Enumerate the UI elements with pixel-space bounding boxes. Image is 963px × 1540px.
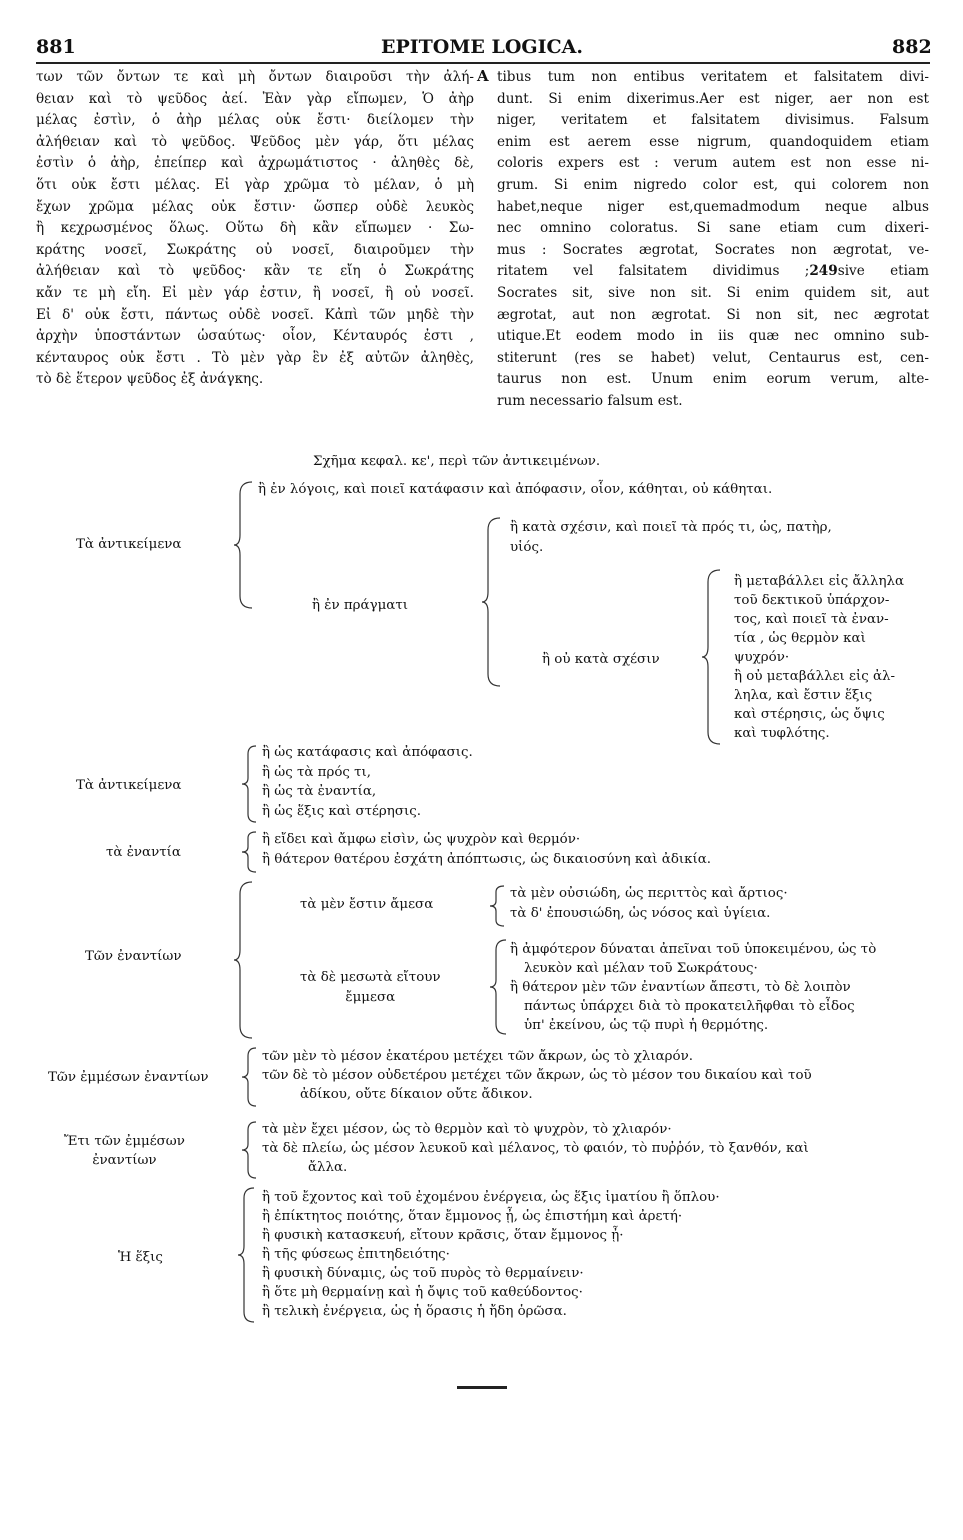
latin-segment: sive etiam <box>837 263 929 280</box>
brace-icon <box>700 568 724 746</box>
block3-items <box>262 830 711 870</box>
latin-line: stiterunt (res se habet) velut, Centaurus est, cen- <box>497 349 929 366</box>
block4-mesota <box>300 968 441 1008</box>
brace-icon <box>232 480 258 610</box>
schema-line: ἢ μεταβάλλει εἰς ἄλληλα <box>734 574 905 589</box>
block7-label: Ἡ ἕξις <box>118 1250 163 1265</box>
schema-line: τῶν μὲν τὸ μέσον ἑκατέρου μετέχει τῶν ἄκρων, ὡς τὸ χλιαρόν. <box>262 1049 693 1064</box>
brace-icon <box>488 938 510 1036</box>
schema-line: ἢ εἴδει καὶ ἄμφω εἰσὶν, ὡς ψυχρὸν καὶ θερμόν· <box>262 832 581 847</box>
block5-items <box>262 1047 812 1104</box>
greek-line: κράτης νοσεῖ, Σωκράτης οὐ νοσεῖ, διαιροῦμεν τὴν <box>36 241 474 258</box>
block1-label: Τὰ ἀντικείμενα <box>76 537 182 552</box>
schema-line: τοῦ δεκτικοῦ ὑπάρχον- <box>734 593 890 608</box>
block1-logois: ἢ ἐν λόγοις, καὶ ποιεῖ κατάφασιν καὶ ἀπόφασιν, οἷον, κάθηται, οὐ κάθηται. <box>258 482 773 497</box>
schema-line: ἢ φυσικὴ δύναμις, ὡς τοῦ πυρὸς τὸ θερμαίνειν· <box>262 1266 584 1281</box>
schema-line: ἢ ὅτε μὴ θερμαίνῃ καὶ ἡ ὄψις τοῦ καθεύδοντος· <box>262 1285 583 1300</box>
block4-mesota-items <box>510 940 876 1035</box>
block1-schesis <box>510 518 832 558</box>
schema-line: τὰ δὲ πλείω, ὡς μέσον λευκοῦ καὶ μέλανος, τὸ φαιόν, τὸ πυῤῥόν, τὸ ξανθόν, καὶ <box>262 1141 809 1156</box>
schema-line: ἢ τῆς φύσεως ἐπιτηδειότης· <box>262 1247 450 1262</box>
latin-line: habet,neque niger est,quemadmodum neque albus <box>497 198 929 215</box>
page-number-right: 882 <box>892 36 932 58</box>
block1-metaballei <box>734 572 904 743</box>
greek-line: ἔχων χρῶμα μέλας οὐκ ἔστιν· ὥσπερ οὐδὲ λευκὸς <box>36 198 474 215</box>
latin-line: dunt. Si enim dixerimus.Aer est niger, aer non est <box>497 90 929 107</box>
schema-line: ἢ ἀμφότερον δύναται ἀπεῖναι τοῦ ὑποκειμένου, ὡς τὸ <box>510 942 877 957</box>
schema-line: τία , ὡς θερμὸν καὶ <box>734 631 866 646</box>
schema-line: καὶ τυφλότης. <box>734 726 830 741</box>
greek-line: Εἰ δ' οὐκ ἔστι, πάντως οὐδὲ νοσεῖ. Κἀπὶ τῶν μηδὲ τὴν <box>36 306 474 323</box>
schema-line: τὰ δ' ἐπουσιώδη, ὡς νόσος καὶ ὑγίεια. <box>510 906 771 921</box>
brace-icon <box>240 1120 260 1180</box>
latin-line: Socrates sit, sive non sit. Si enim quidem sit, aut <box>497 284 929 301</box>
latin-line: nec omnino coloratus. Si sane etiam cum dixeri- <box>497 220 929 237</box>
running-title: EPITOME LOGICA. <box>381 36 583 58</box>
schema-line: ἢ ὡς ἕξις καὶ στέρησις. <box>262 803 421 819</box>
latin-line: enim est aerem esse nigrum, quandoquidem etiam <box>497 133 929 150</box>
schema-line: τὰ μὲν ἔχει μέσον, ὡς τὸ θερμὸν καὶ τὸ ψυχρὸν, τὸ χλιαρόν· <box>262 1122 672 1137</box>
block4-label: Τῶν ἐναντίων <box>85 949 182 964</box>
greek-line: ἀρχὴν ὑποστάντων ὡσαύτως· οἷον, Κένταυρός ἐστι , <box>36 328 474 345</box>
schema-line: ἀδίκου, οὔτε δίκαιον οὔτε ἄδικον. <box>300 1087 533 1102</box>
brace-icon <box>240 1046 260 1108</box>
latin-line: rum necessario falsum est. <box>497 392 683 409</box>
greek-line: των τῶν ὄντων τε καὶ μὴ ὄντων διαιροῦσι τὴν ἀλή- <box>36 69 474 85</box>
schema-line: ἔμμεσα <box>345 990 396 1005</box>
greek-line: ὅτι οὐκ ἔστι μέλας. Εἰ γὰρ χρῶμα τὸ μέλαν, ὁ μὴ <box>36 176 474 193</box>
block3-label: τὰ ἐναντία <box>106 845 181 860</box>
greek-line: ἀλήθειαν καὶ τὸ ψεῦδος. Ψεῦδος μὲν γάρ, ὅτι μέλας <box>36 133 474 150</box>
block6-items <box>262 1120 809 1177</box>
schema-line: τος, καὶ ποιεῖ τὰ ἐναν- <box>734 612 889 627</box>
latin-column-number: 249 <box>809 263 838 280</box>
greek-line: ἀλήθειαν καὶ τὸ ψεῦδος· κἂν τε εἴη ὁ Σωκράτης <box>36 263 474 280</box>
latin-line: taurus non est. Unum enim eorum verum, alte- <box>497 371 929 388</box>
schema-line: ἢ ὡς τὰ πρός τι, <box>262 764 372 780</box>
latin-line: utique.Et eodem modo in iis quæ nec omnino sub- <box>497 328 929 345</box>
greek-line: θειαν καὶ τὸ ψεῦδος ἀεί. Ἐὰν γὰρ εἴπωμεν, Ὁ ἀὴρ <box>36 90 474 107</box>
schema-line: ἢ ὡς κατάφασις καὶ ἀπόφασις. <box>262 745 473 760</box>
schema-line: τῶν δὲ τὸ μέσον οὐδετέρου μετέχει τῶν ἄκρων, ὡς τὸ μέσον του δικαίου καὶ τοῦ <box>262 1068 812 1083</box>
schema-line: ἢ οὐ μεταβάλλει εἰς ἀλ- <box>734 669 896 684</box>
latin-line: grum. Si enim nigredo color est, qui colorem non <box>497 176 929 193</box>
block4-amesa: τὰ μὲν ἔστιν ἄμεσα <box>300 897 434 912</box>
greek-line: κἄν τε μὴ εἴη. Εἰ μὲν γάρ ἐστιν, ἢ νοσεῖ, ἢ οὐ νοσεῖ. <box>36 284 474 301</box>
section-marker: A <box>477 67 489 85</box>
block1-ou-schesis: ἢ οὐ κατὰ σχέσιν <box>542 652 660 667</box>
block2-items <box>262 743 473 821</box>
schema-line: ὑπ' ἐκείνου, ὡς τῷ πυρὶ ἡ θερμότης. <box>524 1018 769 1033</box>
block5-label: Τῶν ἐμμέσων ἐναντίων <box>48 1070 209 1085</box>
block7-items <box>262 1188 720 1321</box>
latin-line: mus : Socrates ægrotat, Socrates non ægrotat, ve- <box>497 241 929 258</box>
schema-line: ἐναντίων <box>92 1153 157 1168</box>
brace-icon <box>236 1186 258 1324</box>
brace-icon <box>232 880 258 1040</box>
schema-line: ληλα, καὶ ἔστιν ἕξις <box>734 688 873 703</box>
schema-line: ἢ τοῦ ἔχοντος καὶ τοῦ ἐχομένου ἐνέργεια, ὡς ἕξις ἱματίου ἢ ὅπλου· <box>262 1190 720 1205</box>
latin-text-column <box>497 67 929 413</box>
page-number-left: 881 <box>36 36 76 58</box>
block4-amesa-items <box>510 884 788 924</box>
greek-line: ἢ κεχρωσμένος ὅλως. Οὕτω δὴ κἂν εἴπωμεν · Σω- <box>36 220 474 237</box>
latin-line: niger, veritatem et falsitatem divisimus. Falsum <box>497 112 929 129</box>
schema-line: υἱός. <box>510 540 544 555</box>
schema-line: ἢ θάτερον μὲν τῶν ἐναντίων ἄπεστι, τὸ δὲ λοιπὸν <box>510 980 851 995</box>
schema-line: πάντως ὑπάρχει διὰ τὸ προκατειλῆφθαι τὸ εἶδος <box>524 999 855 1014</box>
block2-label: Τὰ ἀντικείμενα <box>76 778 182 793</box>
schema-line: ἢ θάτερον θατέρου ἐσχάτη ἀπόπτωσις, ὡς δικαιοσύνη καὶ ἀδικία. <box>262 852 712 867</box>
latin-line: ægrotat, aut non ægrotat. Si non sit, nec ægrotat <box>497 306 929 323</box>
block6-label <box>64 1132 185 1170</box>
schema-line: ἢ ὡς τὰ ἐναντία, <box>262 784 377 799</box>
latin-segment: ritatem vel falsitatem dividimus ; <box>497 263 810 280</box>
latin-line: coloris expers est : verum autem est non esse ni- <box>497 155 929 172</box>
block1-pragmati: ἢ ἐν πράγματι <box>312 598 408 613</box>
schema-line: τὰ μὲν οὐσιώδη, ὡς περιττὸς καὶ ἄρτιος· <box>510 886 788 901</box>
greek-line: κένταυρος οὐκ ἔστι . Τὸ μὲν γὰρ ἓν ἐξ αὐτῶν ἀληθὲς, <box>36 349 474 366</box>
greek-text-column <box>36 67 474 391</box>
greek-line: τὸ δὲ ἕτερον ψεῦδος ἐξ ἀνάγκης. <box>36 371 264 388</box>
schema-line: Ἔτι τῶν ἐμμέσων <box>64 1134 185 1149</box>
schema-line: τὰ δὲ μεσωτὰ εἴτουν <box>300 970 441 985</box>
schema-line: λευκὸν καὶ μέλαν τοῦ Σωκράτους· <box>524 961 758 976</box>
brace-icon <box>240 830 260 874</box>
schema-line: ψυχρόν· <box>734 650 790 665</box>
brace-icon <box>240 744 260 824</box>
schema-line: ἢ τελικὴ ἐνέργεια, ὡς ἡ ὅρασις ἡ ἤδη ὁρῶσα. <box>262 1304 567 1319</box>
greek-line: ἐστὶν ὁ ἀὴρ, ἐπείπερ καὶ ἀχρωμάτιστος · ἀληθὲς δὲ, <box>36 155 474 172</box>
schema-line: καὶ στέρησις, ὡς ὄψις <box>734 707 885 722</box>
schema-line: ἢ ἐπίκτητος ποιότης, ὅταν ἔμμονος ᾖ, ὡς ἐπιστήμη καὶ ἀρετή· <box>262 1209 683 1224</box>
brace-icon <box>488 884 508 928</box>
brace-icon <box>480 516 504 688</box>
latin-line: tibus tum non entibus veritatem et falsitatem divi- <box>497 69 929 85</box>
schema-title: Σχῆμα κεφαλ. κε', περὶ τῶν ἀντικειμένων. <box>313 454 601 469</box>
greek-line: μέλας ἐστὶν, ὁ ἀὴρ μέλας οὐκ ἔστι· διείλομεν τὴν <box>36 112 474 129</box>
schema-line: ἢ κατὰ σχέσιν, καὶ ποιεῖ τὰ πρός τι, ὡς, πατὴρ, <box>510 520 832 535</box>
end-rule <box>457 1386 507 1389</box>
schema-line: ἄλλα. <box>308 1160 348 1175</box>
header-rule <box>36 62 930 64</box>
schema-line: ἢ φυσικὴ κατασκευή, εἴτουν κρᾶσις, ὅταν ἔμμονος ᾖ· <box>262 1228 624 1243</box>
latin-line <box>497 261 929 283</box>
